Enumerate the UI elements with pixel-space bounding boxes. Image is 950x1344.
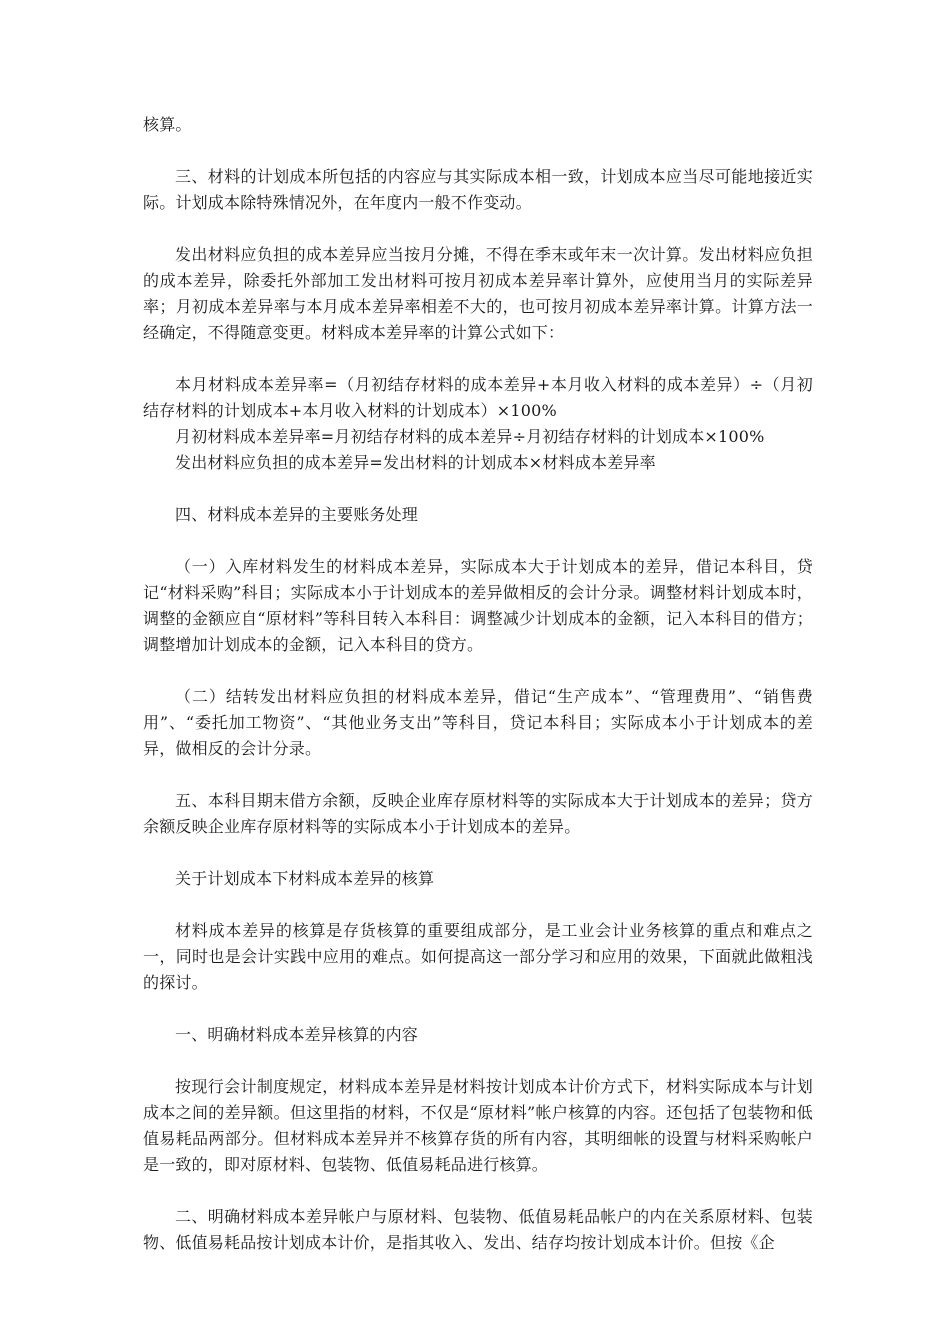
paragraph-item-2: （二）结转发出材料应负担的材料成本差异，借记“生产成本”、“管理费用”、“销售费用”、“委托加工物资”、“其他业务支出”等科目，贷记本科目；实际成本小于计划成本的差异，做相反的会计分录。 xyxy=(143,687,813,758)
document-body xyxy=(143,112,813,1282)
paragraph-section-5: 五、本科目期末借方余额，反映企业库存原材料等的实际成本大于计划成本的差异；贷方余额反映企业库存原材料等的实际成本小于计划成本的差异。 xyxy=(143,791,813,836)
formula-issued-material-variance: 发出材料应负担的成本差异=发出材料的计划成本×材料成本差异率 xyxy=(175,453,656,472)
paragraph-regulation: 按现行会计制度规定，材料成本差异是材料按计划成本计价方式下，材料实际成本与计划成本之间的差异额。但这里指的材料，不仅是“原材料”帐户核算的内容。还包括了包装物和低值易耗品两部分。但材料成本差异并不核算存货的所有内容，其明细帐的设置与材料采购帐户是一致的，即对原材料、包装物、低值易耗品进行核算。 xyxy=(143,1077,813,1174)
paragraph-continuation: 核算。 xyxy=(143,115,192,134)
paragraph-section-3: 三、材料的计划成本所包括的内容应与其实际成本相一致，计划成本应当尽可能地接近实际。计划成本除特殊情况外，在年度内一般不作变动。 xyxy=(143,167,813,212)
formula-current-month-rate: 本月材料成本差异率=（月初结存材料的成本差异+本月收入材料的成本差异）÷（月初结存材料的计划成本+本月收入材料的计划成本）×100% xyxy=(143,375,813,420)
heading-section-4: 四、材料成本差异的主要账务处理 xyxy=(175,505,419,524)
paragraph-account-relationship: 二、明确材料成本差异帐户与原材料、包装物、低值易耗品帐户的内在关系原材料、包装物、低值易耗品按计划成本计价，是指其收入、发出、结存均按计划成本计价。但按《企 xyxy=(143,1207,813,1252)
paragraph-variance-allocation: 发出材料应负担的成本差异应当按月分摊，不得在季末或年末一次计算。发出材料应负担的成本差异，除委托外部加工发出材料可按月初成本差异率计算外，应使用当月的实际差异率；月初成本差异率与本月成本差异率相差不大的，也可按月初成本差异率计算。计算方法一经确定，不得随意变更。材料成本差异率的计算公式如下： xyxy=(143,245,813,342)
heading-about-variance-accounting: 关于计划成本下材料成本差异的核算 xyxy=(175,869,435,888)
formula-block xyxy=(143,372,813,476)
formula-beginning-month-rate: 月初材料成本差异率=月初结存材料的成本差异÷月初结存材料的计划成本×100% xyxy=(175,427,765,446)
heading-clarify-content: 一、明确材料成本差异核算的内容 xyxy=(175,1025,419,1044)
paragraph-intro: 材料成本差异的核算是存货核算的重要组成部分，是工业会计业务核算的重点和难点之一，同时也是会计实践中应用的难点。如何提高这一部分学习和应用的效果，下面就此做粗浅的探讨。 xyxy=(143,921,813,992)
paragraph-item-1: （一）入库材料发生的材料成本差异，实际成本大于计划成本的差异，借记本科目，贷记“材料采购”科目；实际成本小于计划成本的差异做相反的会计分录。调整材料计划成本时，调整的金额应自“原材料”等科目转入本科目：调整减少计划成本的金额，记入本科目的借方；调整增加计划成本的金额，记入本科目的贷方。 xyxy=(143,557,813,654)
